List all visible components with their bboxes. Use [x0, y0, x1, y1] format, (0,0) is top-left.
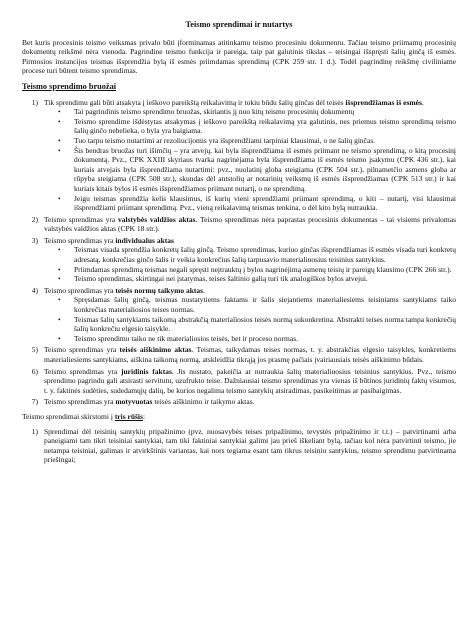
- bullet-text: Tai pagrindinis teismo sprendimo bruožas, skiriantis jį nuo kitų teismo procesinių dokumentų: [74, 107, 355, 117]
- bullet-text: Tuo tarpu teismo nutartimi ar rezoliucijomis yra išsprendžiami tarpiniai klausimai, o ne šalių ginčas.: [74, 135, 376, 145]
- item-text: [44, 236, 456, 246]
- bullet-icon: •: [58, 145, 61, 155]
- bullet-icon: •: [58, 116, 61, 126]
- item-text-post: . Jis nustato, pakeičia ar nutraukia šalių materialiuosius teisinius santykius. Pvz., teismo sprendimo pagrindu gali atsirasti servitutu, uzufrukto teise. Dažniausiai teismo sprendimas yra vienas iš būtinos juridinių faktų visumos, t. y. faktinės sudėties, sudedamųjų dalių, be kurios negalima teismo santykių atsiradimas, pasikeitimas ar pasibaigimas.: [44, 366, 456, 395]
- type-text: Sprendimai dėl teisinių santykių pripažinimo (pvz. nuosavybės teises pripažinimo, tevystės pripažinimo ir t.t.) – patvirtinami arba paneigiami tam tikri teisiniai santykiai, tam tiki faktiniai santykiai galimi jau prieš iškeliant bylą, tačiau kol nėra patvirtinti teismo, jie netampa teisiniai, galimas ir atvirkštinis variantas, kai nors tegiama esant tam tikrus teisiniu santykius, teismo sprendimu patvirtinama priešingai;: [44, 426, 456, 465]
- item-text-post: . Teismas, taikydamas teises normas, t. y. abstrakčias elgesio taisykles, konkretiems materialiesiems santykiams, aiškina taikomą normą, atskleidžia tikrąją jos prasmę pačiais įvairiausiais teisės aiškinimo būdais.: [44, 345, 456, 364]
- item-text: [44, 367, 456, 396]
- item-text-post: .: [203, 285, 205, 295]
- bullet-text: Teismo sprendimu taiko ne tik materialiosios teisės, bet ir proceso normas.: [74, 333, 299, 343]
- types-list: [22, 427, 456, 465]
- item-number: 5): [31, 345, 38, 355]
- bullet-icon: •: [58, 295, 61, 305]
- bullet-icon: •: [58, 135, 61, 145]
- bullet-text: Šis bendras bruožas turi išimčių – yra atvejų, kai byla išsprendžiama iš esmės priimant ne teismo sprendimą, o kitą procesinį dokumentą. Pvz., CPK XXIII skyriaus tvarka nagrinėjama byla išsprendžiama iš esmės teismo įsakymu (CPK 436 str.), kai kuriais atvejais byla išsprendžiama nutartimi: pvz., nuolatinį globa steigiama (CPK 504 str.), pilnametčio asmens globa ar rūpyba steigiama (CPK 508 str.), skundas dėl antstolių ar notarinių veiksmų iš esmės išsprendžiamas (CPK 513 str.) ir kai kuriais kitais bylos iš esmės išsprendžiamos priimant nutartį, o ne sprendimą.: [74, 145, 456, 193]
- item-number: 3): [31, 235, 38, 245]
- item-text-bold: juridinis faktas: [121, 366, 172, 376]
- bullet-item: [54, 315, 456, 334]
- bullet-text: Teismo sprendimas, skirtingai nei įstatymas, teises šaltinio galią turi tik analogiškos bylos atvejui.: [74, 274, 368, 284]
- bullet-icon: •: [58, 333, 61, 343]
- item-text-bold: motyvuotas: [115, 397, 153, 407]
- item-text-bold: valstybės valdžios aktas: [117, 214, 196, 224]
- bullet-item: [54, 265, 456, 275]
- item-number: 4): [31, 285, 38, 295]
- type-item: [22, 427, 456, 465]
- feature-item: [22, 215, 456, 234]
- bullet-item: [54, 295, 456, 314]
- item-text: [44, 397, 456, 407]
- bullet-item: [54, 194, 456, 213]
- bullet-icon: •: [58, 264, 61, 274]
- item-text-pre: Teismo sprendimas yra: [44, 214, 118, 224]
- bullet-text: Teismas šalių santykiams taikomą abstrakčią materialiosios teisės normą sukonkretina. Abstrakti teises norma tampa konkrečių šalių konkrečiu elgesio taisykle.: [74, 314, 456, 334]
- item-text: [44, 98, 456, 108]
- bullet-text: Priimdamas sprendimą teismas negali spręsti neįtrauktų į bylos nagrinėjimą asmenų teisių ir pareigų klausimo (CPK 266 str.).: [74, 264, 452, 274]
- feature-item: [22, 236, 456, 284]
- item-text: [44, 215, 456, 234]
- item-text: [44, 286, 456, 296]
- item-text-pre: Teismo sprendimas yra: [44, 235, 116, 245]
- item-number: 6): [31, 366, 38, 376]
- item-text-post: teisės aiškinimo ir taikymo aktas.: [152, 397, 255, 407]
- bullet-item: [54, 274, 456, 284]
- types-intro-pre: Teismo sprendimai skirstomi į: [22, 411, 115, 421]
- item-text-pre: Tik sprendimu gali būti atsakyta į ieškovo pareikštą reikalavimą ir tokiu būdu šalių ginčas dėl teisės: [44, 97, 346, 107]
- bullet-item: [54, 334, 456, 344]
- bullet-item: [54, 117, 456, 136]
- item-number: 1): [31, 426, 38, 436]
- bullet-icon: •: [58, 245, 61, 255]
- bullet-icon: •: [58, 314, 61, 324]
- item-text-pre: Teismo sprendimas yra: [44, 345, 120, 355]
- feature-item: [22, 367, 456, 396]
- bullet-item: [54, 146, 456, 194]
- bullet-text: Spręsdamas šalių ginčą, teismas nustatytiems faktams ir šalis siejantiems materialiesiems teisiniams santykiams taiko konkrečias materialiosios teises normas.: [74, 295, 456, 315]
- item-number: 7): [31, 397, 38, 407]
- bullet-text: Teismo sprendime išdėstytas atsakymas į ieškovo pareikštą reikalavimą yra galutinis, nes priemus teismo sprendimą teismo šalių ginčo nebelieka, o byla yra baigiama.: [74, 116, 456, 136]
- feature-item: [22, 345, 456, 364]
- item-text-post: .: [421, 97, 424, 107]
- item-text-bold: individualus aktas: [115, 235, 174, 245]
- bullet-list: [44, 245, 456, 283]
- item-number: 1): [31, 97, 38, 107]
- bullet-item: [54, 245, 456, 264]
- item-text-bold: teisės normų taikymo aktas: [115, 285, 204, 295]
- bullet-list: [44, 295, 456, 343]
- item-text-pre: Teismo sprendimas yra: [44, 366, 122, 376]
- types-intro: [22, 412, 456, 422]
- intro-paragraph: Bet kuris procesinis teismo veiksmas privalo būti įforminamas atitinkamu teismo procesiniu dokumentu. Tačiau teismo priimamų procesinių dokumentų reikšmė nėra vienoda. Pagrindine teismo funkcija ir pareiga, taip pat galutinis tikslas – teisingai išspręsti šalių ginčą iš esmės. Pirmosios instancijos teismas išsprendžia bylą iš esmės priimdamas sprendimą (CPK 259 str. 1 d.). Todėl pagrindinę reikšmę civiliniame procese turi būtent teismo sprendimas.: [22, 37, 456, 76]
- section-heading: Teismo sprendimo bruožai: [22, 81, 117, 91]
- bullet-icon: •: [58, 193, 61, 203]
- bullet-item: [54, 136, 456, 146]
- feature-item: [22, 98, 456, 213]
- item-text-bold: teisės aiškinimo aktas: [119, 345, 192, 355]
- item-text-pre: Teismo sprendimas yra: [44, 285, 116, 295]
- bullet-list: [44, 107, 456, 213]
- feature-item: [22, 397, 456, 407]
- bullet-icon: •: [58, 107, 61, 117]
- features-list: [22, 98, 456, 407]
- bullet-item: [54, 107, 456, 117]
- page-title: Teismo sprendimai ir nutartys: [185, 20, 293, 29]
- item-text-pre: Teismo sprendimas yra: [44, 397, 116, 407]
- feature-item: [22, 286, 456, 344]
- bullet-text: Jeigu teismas sprendžia kelis klausimus, iš kurių vieni sprendžiami priimant sprendimą, o kiti – nutartį, visi klausimai išsprendžiami priimant sprendimą. Pvz., vieną reikalavimą teismas tenkina, o dėl kito bylą nutraukia.: [74, 193, 456, 213]
- item-text: [44, 345, 456, 364]
- types-intro-bold: tris rūšis: [114, 411, 143, 421]
- bullet-icon: •: [58, 274, 61, 284]
- item-number: 2): [31, 214, 38, 224]
- item-text-post: . Teismo sprendimas nėra paprastas procesinis dokumentas – tai visiems privalomas valstybės valdžios aktas (CPK 18 str.).: [44, 214, 456, 234]
- types-intro-post: :: [142, 411, 146, 421]
- item-text-bold: išsprendžiamas iš esmės: [345, 97, 422, 107]
- bullet-text: Teismas visada sprendžia konkretų šalių ginčą. Teismo sprendimas, kuriuo ginčas išsprendžiamas iš esmės visada turi konkretų adresatą, konkrečias ginčo šalis ir veikia konkrečius šalių tarpusavio materialiuosius teisinius santykius.: [74, 245, 456, 265]
